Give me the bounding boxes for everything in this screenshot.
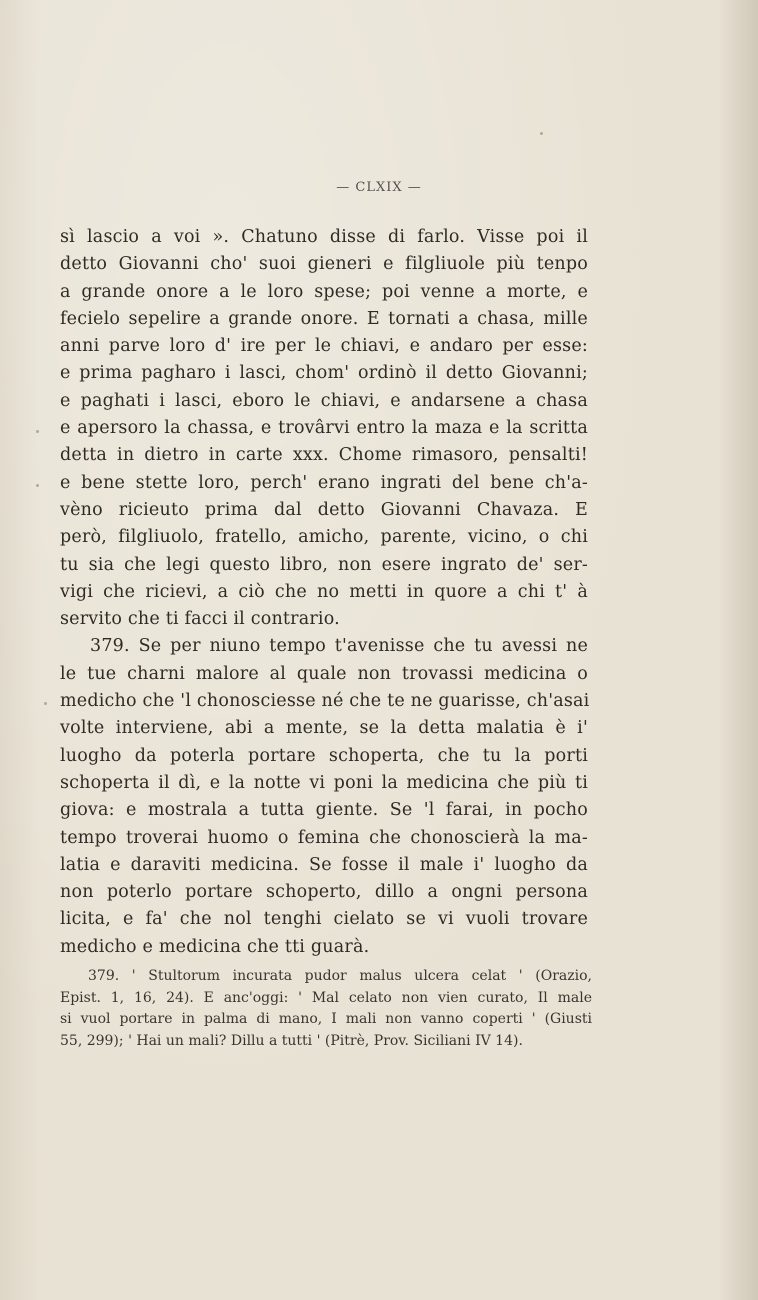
text-line: tu sia che legi questo libro, non esere ingrato de' ser- — [60, 554, 588, 575]
text-line: giova: e mostrala a tutta giente. Se 'l farai, in pocho — [60, 800, 588, 821]
text-line: anni parve loro d' ire per le chiavi, e andaro per esse: — [60, 336, 588, 357]
text-line: non poterlo portare schoperto, dillo a ongni persona — [60, 882, 588, 903]
body-text — [60, 224, 588, 961]
text-line: vèno ricieuto prima dal detto Giovanni Chavaza. E — [60, 499, 588, 520]
margin-speck — [44, 702, 47, 705]
text-line: medicho e medicina che tti guarà. — [60, 936, 370, 957]
margin-speck — [540, 132, 543, 135]
text-line: licita, e fa' che nol tenghi cielato se vi vuoli trovare — [60, 909, 588, 930]
running-head: — CLXIX — — [336, 180, 422, 195]
text-line: luogho da poterla portare schoperta, che tu la porti — [60, 745, 588, 766]
text-line: detto Giovanni cho' suoi gieneri e filgliuole più tenpo — [60, 254, 588, 275]
text-line: vigi che ricievi, a ciò che no metti in quore a chi t' à — [60, 581, 588, 602]
text-line: volte interviene, abi a mente, se la detta malatia è i' — [60, 718, 588, 739]
text-line: però, filgliuolo, fratello, amicho, parente, vicino, o chi — [60, 527, 588, 548]
text-line: fecielo sepelire a grande onore. E tornati a chasa, mille — [60, 308, 588, 329]
text-line: detta in dietro in carte xxx. Chome rimasoro, pensalti! — [60, 445, 588, 466]
text-line: e paghati i lasci, eboro le chiavi, e andarsene a chasa — [60, 390, 588, 411]
margin-speck — [36, 430, 39, 433]
text-line: tempo troverai huomo o femina che chonoscierà la ma- — [60, 827, 588, 848]
text-line: a grande onore a le loro spese; poi venne a morte, e — [60, 281, 588, 302]
text-line: medicho che 'l chonosciesse né che te ne guarisse, ch'asai — [60, 691, 590, 712]
footnote-line: 379. ' Stultorum incurata pudor malus ulcera celat ' (Orazio, — [88, 968, 592, 984]
text-line: le tue charni malore al quale non trovassi medicina o — [60, 663, 588, 684]
text-line: schoperta il dì, e la notte vi poni la medicina che più ti — [60, 772, 588, 793]
text-line: e prima pagharo i lasci, chom' ordinò il detto Giovanni; — [60, 363, 588, 384]
footnote-line: si vuol portare in palma di mano, I mali non vanno coperti ' (Giusti — [60, 1011, 592, 1027]
text-line: e bene stette loro, perch' erano ingrati del bene ch'a- — [60, 472, 588, 493]
text-line: e apersoro la chassa, e trovârvi entro la maza e la scritta — [60, 418, 588, 439]
text-line: sì lascio a voi ». Chatuno disse di farlo. Visse poi il — [60, 227, 588, 247]
footnote-line: Epist. 1, 16, 24). E anc'oggi: ' Mal celato non vien curato, Il male — [60, 989, 592, 1006]
text-line: latia e daraviti medicina. Se fosse il male i' luogho da — [60, 854, 588, 875]
footnotes — [60, 966, 592, 1052]
paragraph-start-379: 379. Se per niuno tempo t'avenisse che tu avessi ne — [90, 636, 588, 657]
margin-speck — [36, 484, 39, 487]
footnote-line: 55, 299); ' Hai un mali? Dillu a tutti ' (Pitrè, Prov. Siciliani IV 14). — [60, 1032, 523, 1049]
text-line: servito che ti facci il contrario. — [60, 609, 340, 630]
